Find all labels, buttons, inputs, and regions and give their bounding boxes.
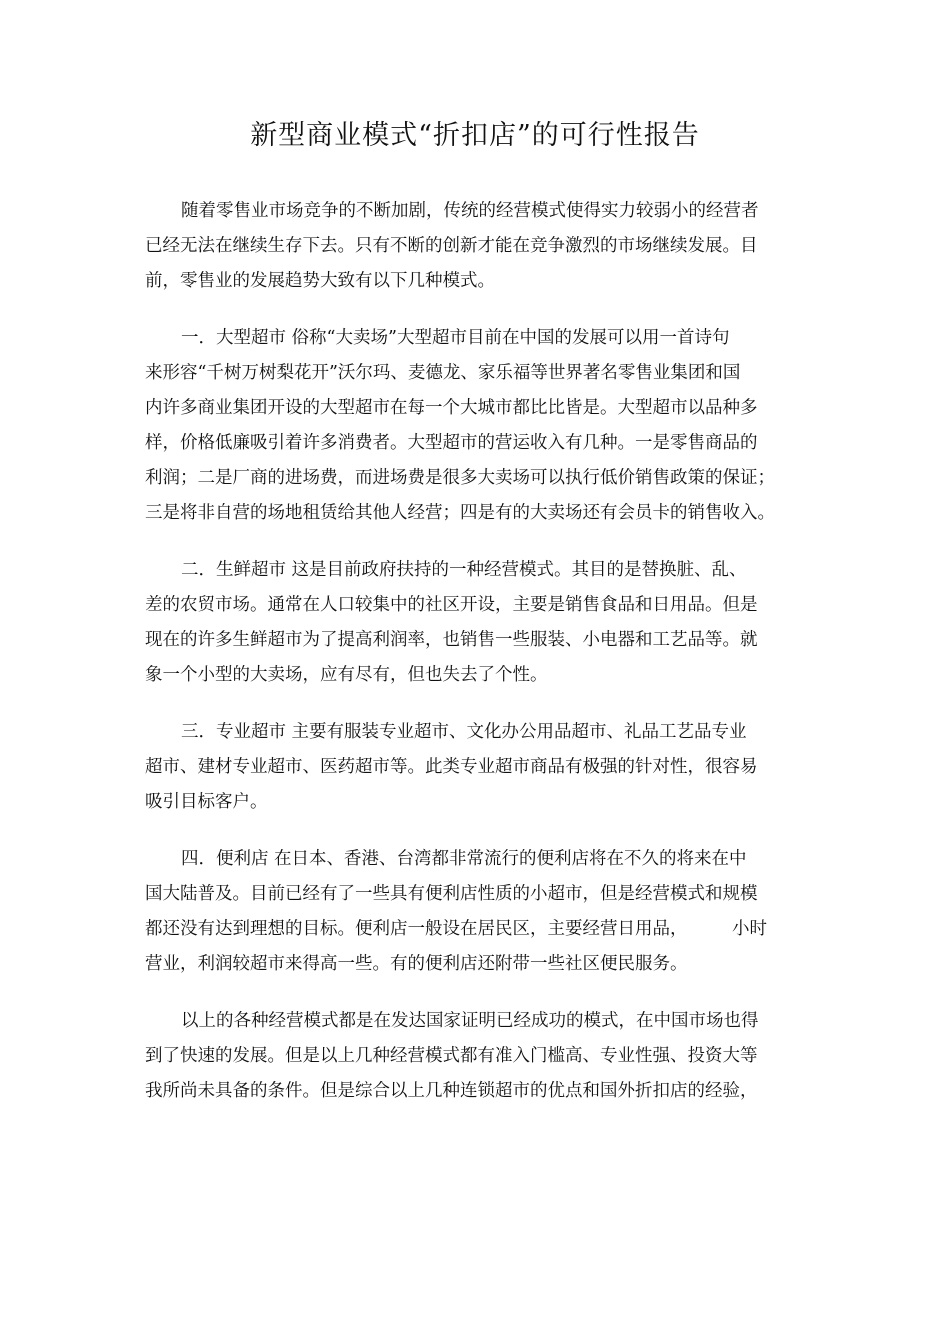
text-line: 利润；二是厂商的进场费，而进场费是很多大卖场可以执行低价销售政策的保证；	[145, 468, 775, 488]
text-line: 三．专业超市 主要有服装专业超市、文化办公用品超市、礼品工艺品专业	[181, 722, 747, 742]
text-line: 超市、建材专业超市、医药超市等。此类专业超市商品有极强的针对性，很容易	[145, 757, 758, 777]
paragraph-specialty	[145, 715, 810, 820]
text-line: 随着零售业市场竞争的不断加剧，传统的经营模式使得实力较弱小的经营者	[181, 201, 759, 221]
text-line: 四．便利店 在日本、香港、台湾都非常流行的便利店将在不久的将来在中	[181, 849, 747, 869]
text-line: 以上的各种经营模式都是在发达国家证明已经成功的模式，在中国市场也得	[181, 1011, 759, 1031]
paragraph-hypermarket	[145, 321, 810, 531]
text-line: 象一个小型的大卖场，应有尽有，但也失去了个性。	[145, 665, 548, 685]
text-line: 营业，利润较超市来得高一些。有的便利店还附带一些社区便民服务。	[145, 954, 688, 974]
text-line: 样，价格低廉吸引着许多消费者。大型超市的营运收入有几种。一是零售商品的	[145, 433, 758, 453]
paragraph-summary	[145, 1004, 810, 1109]
text-line: 内许多商业集团开设的大型超市在每一个大城市都比比皆是。大型超市以品种多	[145, 398, 758, 418]
text-line: 差的农贸市场。通常在人口较集中的社区开设，主要是销售食品和日用品。但是	[145, 595, 758, 615]
paragraph-fresh-market	[145, 553, 810, 693]
text-line: 已经无法在继续生存下去。只有不断的创新才能在竞争激烈的市场继续发展。目	[145, 236, 758, 256]
text-line: 都还没有达到理想的目标。便利店一般设在居民区，主要经营日用品， 小时	[145, 919, 767, 939]
document-title: 新型商业模式“折扣店”的可行性报告	[250, 120, 700, 151]
text-line: 现在的许多生鲜超市为了提高利润率，也销售一些服装、小电器和工艺品等。就	[145, 630, 758, 650]
text-line: 一．大型超市 俗称“大卖场”大型超市目前在中国的发展可以用一首诗句	[181, 328, 730, 348]
text-line: 二．生鲜超市 这是目前政府扶持的一种经营模式。其目的是替换脏、乱、	[181, 560, 747, 580]
document-body	[145, 194, 810, 1131]
text-line: 三是将非自营的场地租赁给其他人经营；四是有的大卖场还有会员卡的销售收入。	[145, 503, 775, 523]
text-line: 吸引目标客户。	[145, 792, 268, 812]
text-line: 我所尚未具备的条件。但是综合以上几种连锁超市的优点和国外折扣店的经验，	[145, 1081, 758, 1101]
text-line: 来形容“千树万树梨花开”沃尔玛、麦德龙、家乐福等世界著名零售业集团和国	[145, 363, 741, 383]
paragraph-convenience	[145, 842, 810, 982]
text-line: 前，零售业的发展趋势大致有以下几种模式。	[145, 271, 495, 291]
text-line: 到了快速的发展。但是以上几种经营模式都有准入门槛高、专业性强、投资大等	[145, 1046, 758, 1066]
text-line: 国大陆普及。目前已经有了一些具有便利店性质的小超市，但是经营模式和规模	[145, 884, 758, 904]
paragraph-intro	[145, 194, 810, 299]
